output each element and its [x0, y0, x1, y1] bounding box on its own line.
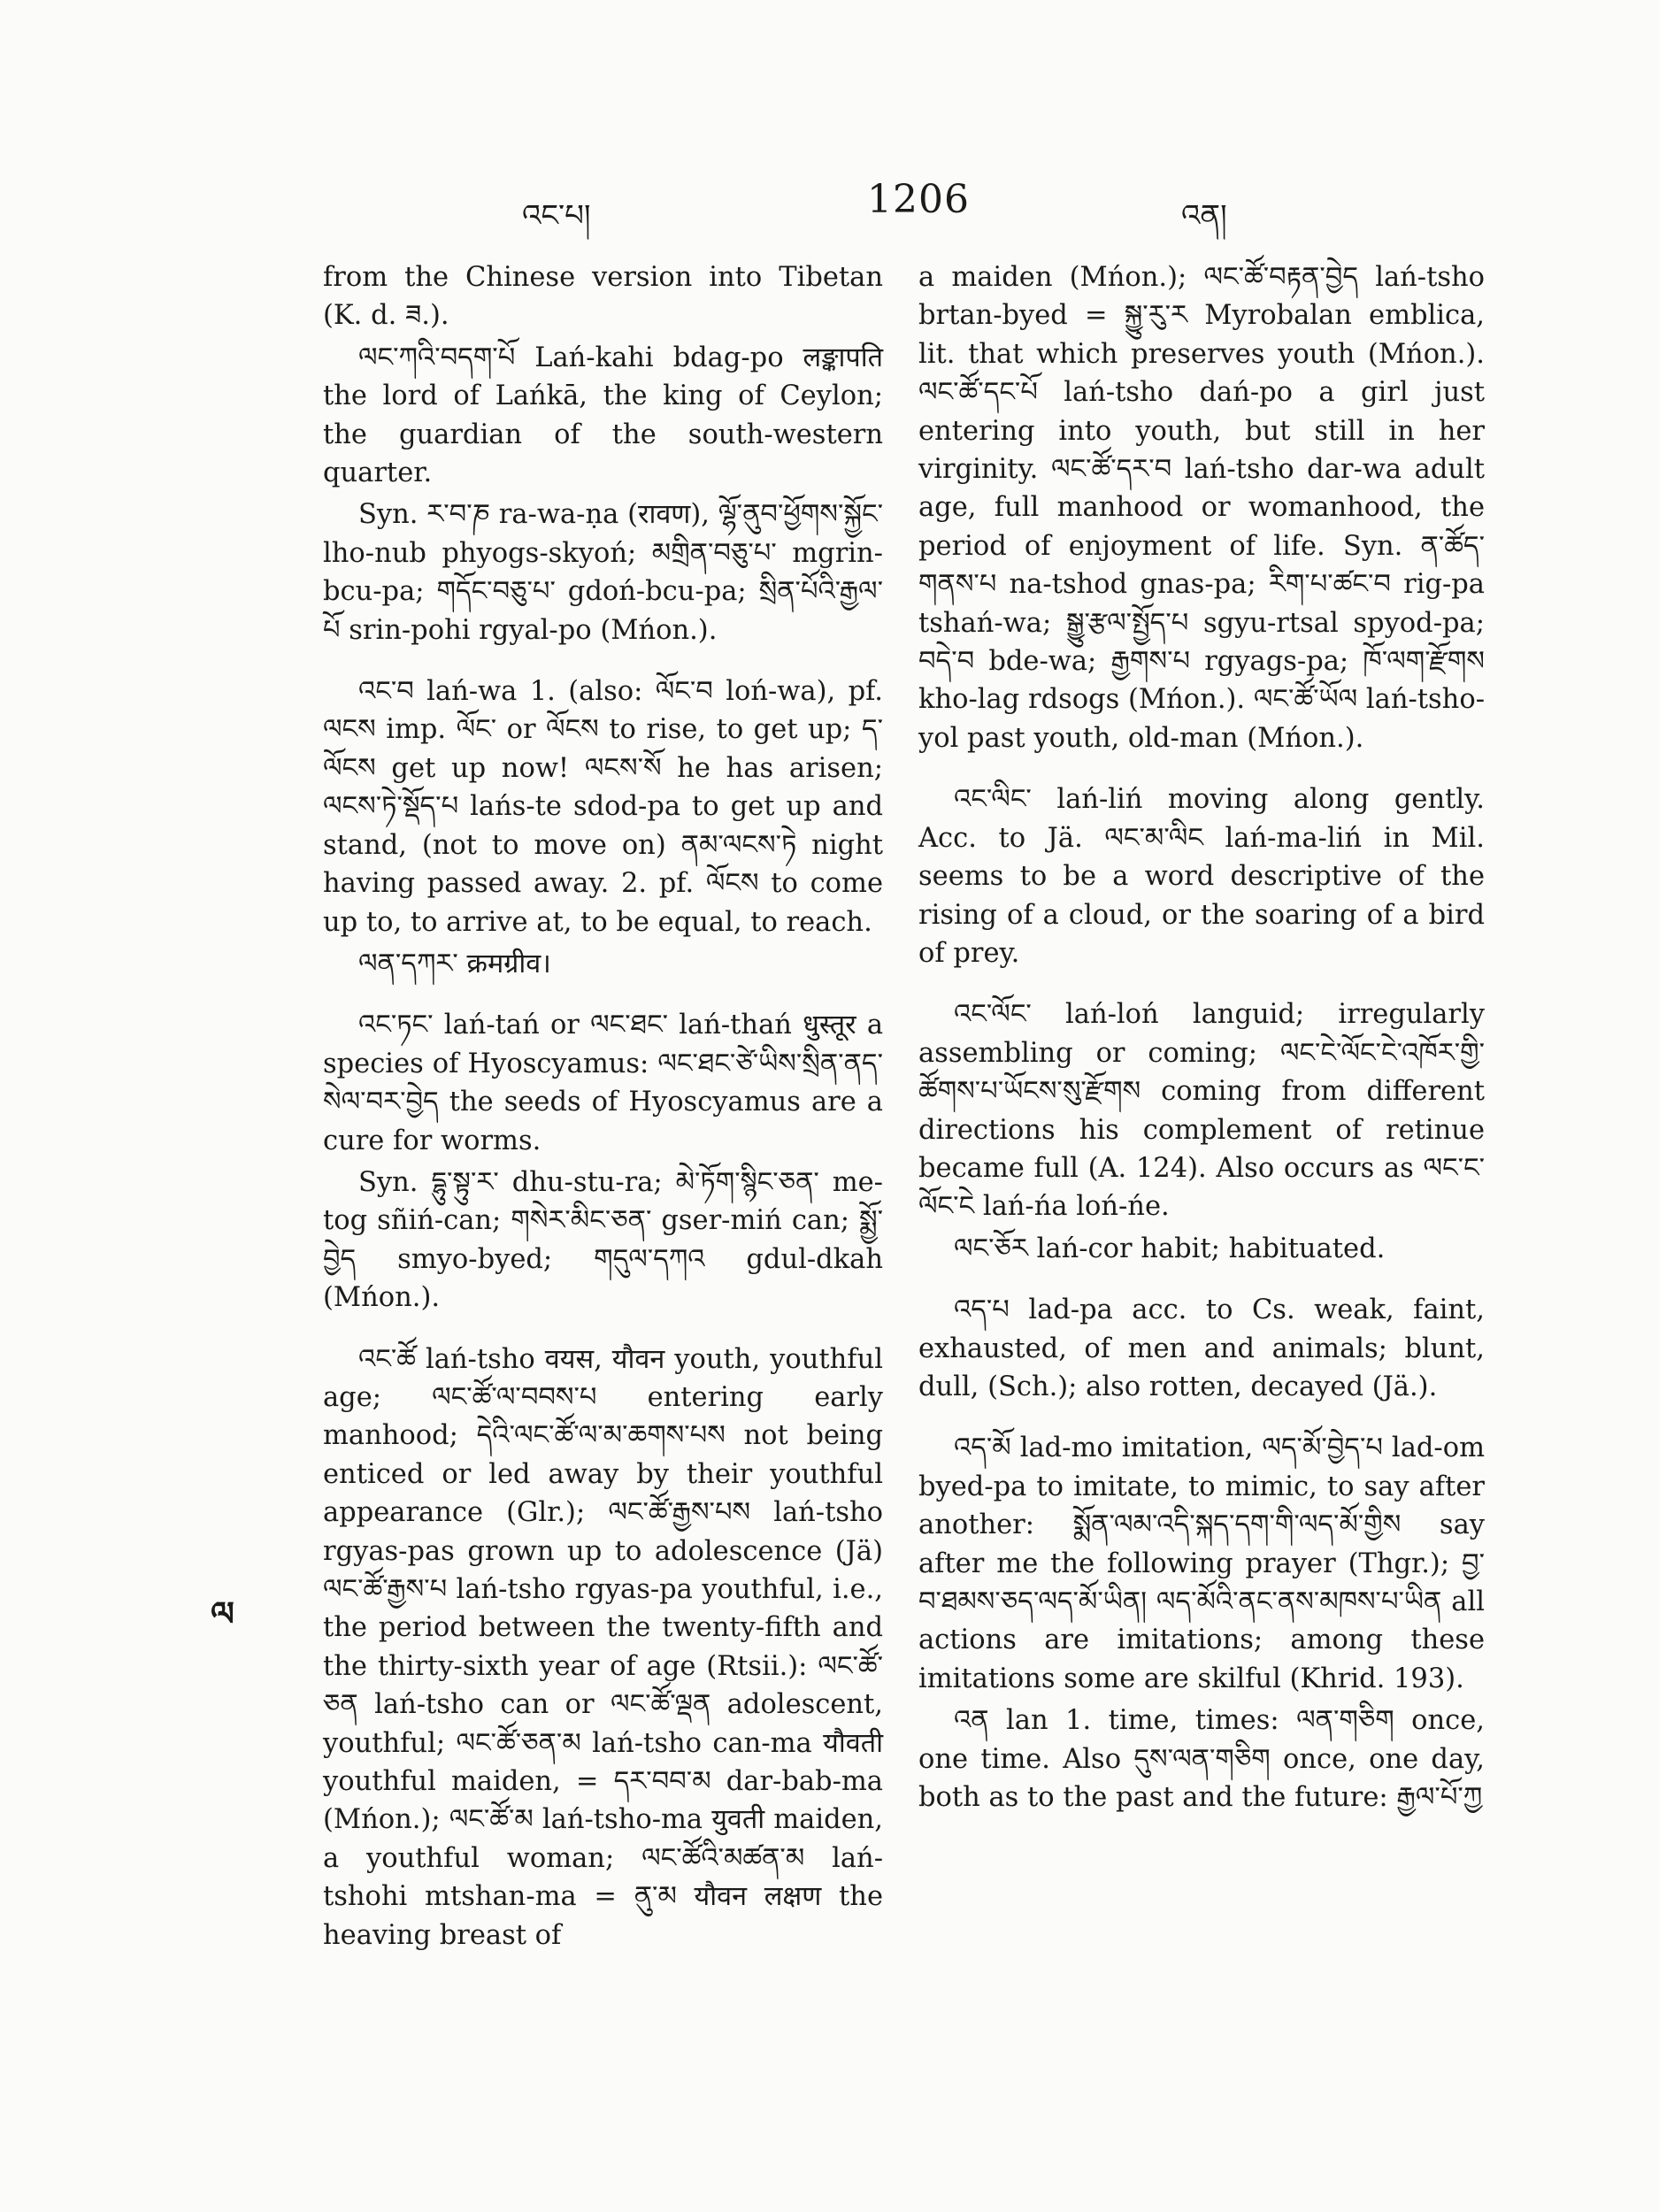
entry-lan: འན lan 1. time, times: ལན་གཅིག once, one time. Also དུས་ལན་གཅིག once, one day, both as to the past and the future: རྒྱལ་པོ་ཀྱ	[918, 1705, 1485, 1814]
right-column	[918, 258, 1485, 1820]
entry-lan-lon: འང་ལོང་ lań-loń languid; irregularly assembling or coming; ལང་ངེ་ལོང་ངེ་འཁོར་གྱི་ཚོགས་པ་ཡོངས་སུ་རྫོགས coming from different directions his complement of retinue became full (A. 124). Also occurs as ལང་ང་ལོང་ངེ lań-ńa loń-ńe.	[918, 999, 1485, 1223]
margin-mark: ལ	[211, 1594, 233, 1633]
entry-lan-tsho-continued: a maiden (Mńon.); ལང་ཚོ་བརྟན་བྱེད lań-tsho brtan-byed = སྐྱུ་རུ་ར Myrobalan emblica, lit. that which preserves youth (Mńon.). ལང་ཚོ་དང་པོ lań-tsho dań-po a girl just entering into youth, but still in her virginity. ལང་ཚོ་དར་བ lań-tsho dar-wa adult age, full manhood or womanhood, the period of enjoyment of life. Syn. ན་ཚོད་གནས་པ na-tshod gnas-pa; རིག་པ་ཚང་བ rig-pa tshań-wa; སྒྱུ་རྩལ་སྤྱོད་པ sgyu-rtsal spyod-pa; བདེ་བ bde-wa; རྒྱགས་པ rgyags-pa; ཁོ་ལག་རྫོགས kho-lag rdsogs (Mńon.). ལང་ཚོ་ཡོལ lań-tsho-yol past youth, old-man (Mńon.).	[918, 262, 1485, 754]
page-header	[319, 177, 1486, 234]
header-left-word: འང་པ།	[522, 198, 591, 234]
entry-lan-dkar: ལན་དཀར་ क्रमग्रीव।	[358, 948, 551, 979]
left-column	[323, 258, 883, 1958]
entry-continuation: from the Chinese version into Tibetan (K. d. ཟ.).	[323, 262, 883, 332]
entry-lan-tan: འང་ཏང་ lań-tań or ལང་ཐང་ lań-thań धुस्तूर a species of Hyoscyamus: ལང་ཐང་ཙེ་ཡིས་སྲིན་ནད་སེལ་བར་བྱེད the seeds of Hyoscyamus are a cure for worms.	[323, 1010, 883, 1156]
entry-lanka-synonyms: Syn. ར་བ་ཎ ra-wa-ṇa (रावण), ལྷོ་ནུབ་ཕྱོགས་སྐྱོང་ lho-nub phyogs-skyoń; མགྲིན་བཅུ་པ་ mgrin-bcu-pa; གདོང་བཅུ་པ་ gdoń-bcu-pa; སྲིན་པོའི་རྒྱལ་པོ srin-pohi rgyal-po (Mńon.).	[323, 499, 883, 646]
entry-lanka: ལང་ཀའི་བདག་པོ Lań-kahi bdag-po लङ्कापति the lord of Lańkā, the king of Ceylon; the guardian of the south-western quarter.	[323, 342, 883, 489]
entry-lad-pa: འད་པ lad-pa acc. to Cs. weak, faint, exhausted, of men and animals; blunt, dull, (Sch.); also rotten, decayed (Jä.).	[918, 1294, 1485, 1402]
header-right-word: འན།	[1181, 198, 1227, 234]
entry-lan-cor: ལང་ཅོར lań-cor habit; habituated.	[954, 1233, 1386, 1264]
page-number: 1206	[867, 177, 970, 222]
entry-lan-wa: འང་བ lań-wa 1. (also: ལོང་བ loń-wa), pf. ལངས imp. ལོང་ or ལོངས to rise, to get up; ད་ལོངས get up now! ལངས་སོ he has arisen; ལངས་ཏེ་སྡོད་པ lańs-te sdod-pa to get up and stand, (not to move on) ནམ་ལངས་ཏེ night having passed away. 2. pf. ལོངས to come up to, to arrive at, to be equal, to reach.	[323, 676, 883, 938]
entry-lan-tan-synonyms: Syn. དྷུ་སྟུ་ར་ dhu-stu-ra; མེ་ཏོག་སྙིང་ཅན་ me-tog sñiń-can; གསེར་མིང་ཅན་ gser-miń can; སྨྱོ་བྱེད smyo-byed; གདུལ་དཀའ gdul-dkah (Mńon.).	[323, 1166, 883, 1314]
entry-lad-mo: འད་མོ lad-mo imitation, ལད་མོ་བྱེད་པ lad-om byed-pa to imitate, to mimic, to say after another: སྨོན་ལམ་འདི་སྐད་དག་གི་ལད་མོ་གྱིས say after me the following prayer (Thgr.); བྱ་བ་ཐམས་ཅད་ལད་མོ་ཡིན། ལད་མོའི་ནང་ནས་མཁས་པ་ཡིན all actions are imitations; among these imitations some are skilful (Khrid. 193).	[918, 1432, 1485, 1694]
entry-lan-lin: འང་ལིང་ lań-liń moving along gently. Acc. to Jä. ལང་མ་ལིང lań-ma-liń in Mil. seems to be a word descriptive of the rising of a cloud, or the soaring of a bird of prey.	[918, 784, 1485, 969]
entry-lan-tsho: འང་ཚོ lań-tsho वयस, यौवन youth, youthful age; ལང་ཚོ་ལ་བབས་པ entering early manhood; དེའི་ལང་ཚོ་ལ་མ་ཆགས་པས not being enticed or led away by their youthful appearance (Glr.); ལང་ཚོ་རྒྱས་པས lań-tsho rgyas-pas grown up to adolescence (Jä) ལང་ཚོ་རྒྱས་པ lań-tsho rgyas-pa youthful, i.e., the period between the twenty-fifth and the thirty-sixth year of age (Rtsii.): ལང་ཚོ་ཅན lań-tsho can or ལང་ཚོ་ལྡན adolescent, youthful; ལང་ཚོ་ཅན་མ lań-tsho can-ma यौवती youthful maiden, = དར་བབ་མ dar-bab-ma (Mńon.); ལང་ཚོ་མ lań-tsho-ma युवती maiden, a youthful woman; ལང་ཚོའི་མཚན་མ lań-tshohi mtshan-ma = ནུ་མ यौवन लक्षण the heaving breast of	[323, 1343, 883, 1951]
